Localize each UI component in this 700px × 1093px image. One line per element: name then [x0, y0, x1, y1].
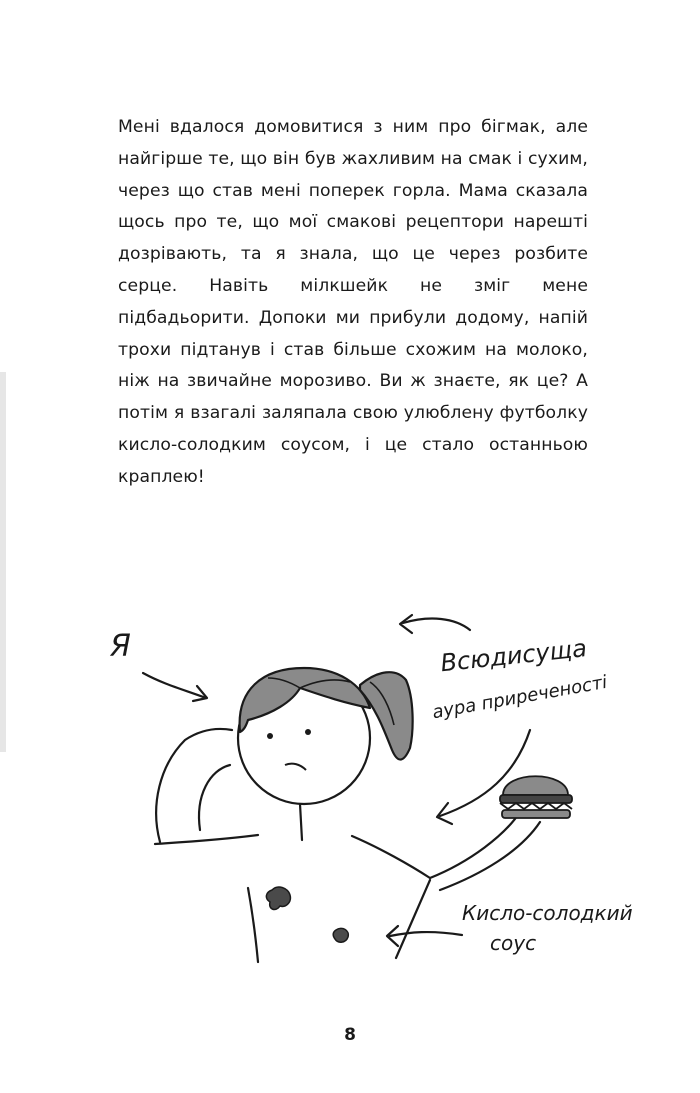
- left-arm-inner: [199, 765, 230, 830]
- right-arm-lower: [430, 812, 520, 878]
- left-eye: [267, 733, 273, 739]
- label-aura-line1: Всюдисуща: [439, 634, 589, 678]
- sauce-stain: [266, 887, 290, 909]
- sauce-arrow: [390, 932, 462, 936]
- hair: [240, 668, 413, 760]
- shirt-left: [155, 835, 258, 844]
- right-eye: [305, 729, 311, 735]
- aura-arrow-top: [403, 619, 470, 630]
- mouth: [285, 764, 306, 770]
- label-me: Я: [110, 629, 131, 664]
- label-sauce-line1: Кисло-солодкий: [462, 901, 633, 925]
- page-number: 8: [344, 1025, 356, 1045]
- burger-icon: [500, 776, 572, 818]
- label-aura-line2: аура приреченості: [430, 671, 609, 724]
- sauce-stain-small: [333, 928, 348, 942]
- body-paragraph: Мені вдалося домовитися з ним про бігмак, але найгірше те, що він був жахливим на смак і сухим, через що став мені поперек горла. Мама сказала щось про те, що мої смакові рецептори нарешті дозрівають, та я знала, що це через розбите серце. Навіть мілкшейк не зміг мене підбадьорити. Допоки ми прибули додому, напій трохи підтанув і став більше схожим на молоко, ніж на звичайне морозиво. Ви ж знаєте, як це? А потім я взагалі заляпала свою улюблену футболку кисло-солодким соусом, і це стало останньою краплею!: [118, 117, 588, 487]
- right-arm-upper: [440, 822, 540, 890]
- shirt-bottom-right: [396, 880, 430, 958]
- neck: [300, 804, 302, 840]
- left-arm: [156, 729, 232, 842]
- shirt-right: [352, 836, 430, 878]
- face: [267, 729, 311, 739]
- aura-arrow-top-tip: [400, 615, 412, 633]
- shirt-side: [248, 888, 258, 962]
- illustration: [0, 590, 700, 990]
- label-sauce-line2: соус: [490, 931, 537, 955]
